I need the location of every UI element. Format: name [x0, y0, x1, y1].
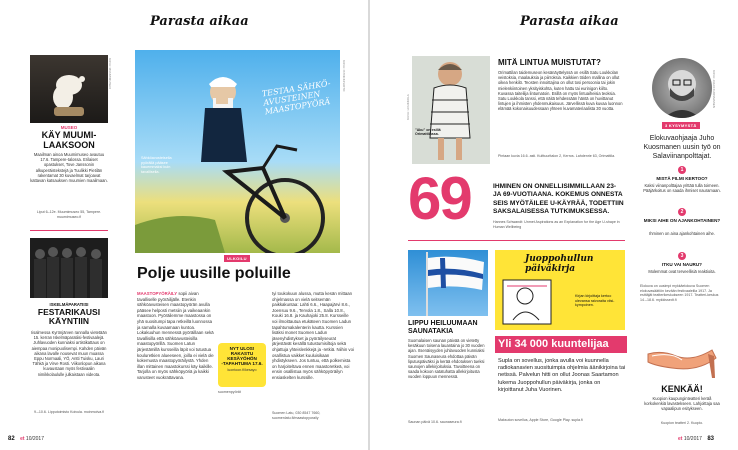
museum-title: KÄY MUUMI-LAAKSOON	[41, 130, 97, 150]
festival-title: FESTARIKAUSI KÄYNTIIN	[37, 307, 101, 326]
divider	[408, 240, 625, 241]
question-number-2: 2	[678, 208, 686, 216]
promo-line3: -TAPAHTUMA 17.6.	[221, 361, 263, 366]
flag-body: Suomalaisen saunan päivää on vietetty kesäkuun toisena lauantaina jo 30 vuoden ajan. Itsenäisyyden juhlavuoden kunniaksi Suomen Saunaseura ehdottaa päivän liputuspäiväksi ja kerää ehdotuksen tueksi saunojen allekirjoituksia. Tavoitteena on saada kokoon satatuhatta allekirjoitusta vuoden loppuun mennessä.	[408, 338, 485, 380]
answer-3: Molemmat ovat terveellisiä reaktioita.	[648, 269, 716, 274]
podcast-headline: Yli 34 000 kuuntelijaa	[498, 338, 609, 350]
cyclist-photo	[135, 50, 340, 253]
festival-body: Iisalmessa Kyrönjärven rannalla vietetään 15. kerran Iskelmäparatiisi-festivaalejä. Juhlavuoden kunniaksi artistikattaus on aiempaa monipuolisempi. Kahden päivän aikana lavalle nousevat muun muassa Eppu Normaali, YÖ, Antti Tuisku, Lauri Tähkä ja Virve Rosti. Viikonlopun aikana kuvaustaan myös festivaalin nimikkolaululle julkaistaan videota.	[31, 330, 107, 377]
running-title-right: Parasta aikaa	[520, 14, 619, 29]
stat-note: Hannes Schwandt: Unmet Aspirations as an Explanation for the Age U-shape in Human Wellbeing	[493, 220, 620, 229]
article-col1	[137, 291, 215, 429]
shoe-photo	[642, 320, 722, 380]
question-1: MISTÄ FILMI KERTOO?	[656, 176, 708, 181]
promo-tag: suomenpyörät	[218, 390, 241, 394]
left-brand: et	[20, 436, 25, 442]
portrait-credit: KUVA: JUHO KUOSMANEN	[712, 70, 716, 108]
answer-1: Kaksi viinanpolttajaa yrittää tulla toimeen. Pääjärkoitus on saada ihmiset nauramaan.	[643, 183, 721, 194]
comic-caption: Kirjan kirjoittaja kertoo ulevansa raivoraita viisi-kympoinen.	[575, 294, 615, 307]
promo-line1: NYT ULOS!	[229, 346, 255, 351]
sculpture-caption: "Aku" on esillä Orimattilassa.	[415, 128, 441, 137]
question-2: MIKSI AIHE ON AJANKOHTAINEN?	[643, 218, 721, 223]
memory-title: MITÄ LINTUA MUISTUTAT?	[498, 58, 601, 67]
flag-note: Saunan päivä 10.6. saunaseura.fi	[408, 420, 462, 424]
question-3: ITKU VAI NAURU?	[662, 262, 702, 267]
promo-badge[interactable]	[218, 343, 266, 387]
left-footer	[8, 436, 44, 442]
promo-line4: luontoon.fi/kesayo	[227, 368, 257, 372]
left-issue: 10/2017	[25, 436, 44, 442]
running-title-left: Parasta aikaa	[150, 14, 249, 29]
festival-note: 9.–10.6. Lipputoimisto Koivula. moinmoiva.fi	[33, 410, 105, 414]
museum-kicker: MUSEO	[60, 125, 78, 130]
podcast-body: Supla on sovellus, jonka avulla voi kuunnella radiokanavien suosituimpia ohjelmia äänikirjoina tai netissä. Palvelun hitti on ollut Joonas Saartamon lukema Juoppohullun päiväkirja, jonka on kirjoittanut Juha Vuorinen.	[498, 358, 626, 393]
right-brand: et	[678, 436, 683, 442]
article-col2: tyi toukokuun alussa, mutta kesän mittaan ohjelmassa on vielä seitsemän paikkakuntaa: Lahti 6.6., Haapajärvi 8.6., Joensuu 9.6., Tervola 1.8., Salla 10.8., Kouki 16.8. ja Kauhajoki 25.8. Kursseille voi ilmoittautua etukäteen Suomen Ladun tapahtumakalenterin kautta. Kurssien lisäksi monet Suomen Ladun jäsenyhdistykset ja pyöräilyseurat järjestävät kesällä tutustumisiltoja sekä ohjattuja yhteislenkkejä ja -retkiä. Niihin voi osallistua vaikket kuuluisikaan yhdistykseen. Jos tuntuu, että polkemista on harjoiteltava ennen maastoretkeä, voi ensin osallistua myös sähköpyöräilyn ensiaskelten kurssille.	[272, 291, 354, 380]
stat-number: 69	[408, 165, 471, 232]
portrait-photo	[652, 58, 712, 118]
article-headline: Polje uusille poluille	[137, 265, 291, 282]
stat-text: IHMINEN ON ONNELLISIMMILLAAN 23- JA 69-VUOTIAANA. KOKEMUS ONNESTA SEIS MYÖTÄILEE U-KÄYRÄÄ, TODETTIIN SAKSALAISESSA TUTKIMUKSESSA.	[493, 183, 624, 216]
shoe-body: Kuopion kaupunginteatteri keräå korkokenkiä lavastekseen. Lahjoittaja saa vapaalipun esitykseen.	[644, 396, 720, 412]
answer-2: Ihminen on aina ajankohtainen aihe.	[649, 231, 715, 236]
three-questions-tag: 3 KYSYMYSTÄ	[662, 122, 700, 129]
comic-cover	[495, 250, 625, 330]
festival-kicker: ISKELMÄPARATIISI	[49, 302, 89, 307]
hero-caption: Sähköavusteisella pyörällä pääsee kauemmaksi kuin tavallisella.	[141, 156, 172, 174]
question-number-1: 1	[678, 166, 686, 174]
podcast-note: Maksuton sovellus, Apple Store, Google Play. supla.fi	[498, 418, 583, 422]
left-page-number: 82	[8, 436, 15, 442]
museum-note: Liput 6–12e. Muumimuseo 55, Tampere. muumimuseo.fi	[36, 210, 102, 219]
right-page	[370, 0, 738, 450]
article-col2-note: Suomen Latu, 030 8547 7660, suomenlatu.fi/maastopyoraily	[272, 411, 321, 420]
divider	[30, 230, 108, 231]
hero-credit: KUVA: ISTOCKPHOTO	[342, 60, 346, 92]
memory-note: Pintaan kuvia 16.6. asti. Kulttuuritalon 2, Kerros. Lahdenrie 63, Orimattila.	[498, 154, 616, 158]
ulkoilu-tag: ULKOILU	[224, 255, 250, 262]
interview-intro: Elokuvaohjaaja Juho Kuosmanen uusin työ on Salaviinanpolttajat.	[643, 135, 721, 160]
left-page	[0, 0, 368, 450]
interview-note: Elokuva on uusimpi mykkäelokuva Suomen elokuvasäätiön kevään festivaaleilla 1917. Ja esittäjät teatterikeskukseen 1917. Teatteri-keskus 14.–18.6. mykkissedt.fi	[640, 284, 719, 302]
article-kicker: MAASTOPYÖRÄILY	[137, 291, 178, 296]
museum-body: Maailman ainoa Muumimuseo avautuu 17.6. Tampere-talossa. Erilaiset opastukset, Tove Janssonin alkuperäistekstejä ja Tuulikki Pietilän rakentamat 30 kuvaelmat tarjoavat kattavan katsauksen muumien maailmaan.	[30, 152, 108, 184]
question-number-3: 3	[678, 252, 686, 260]
memory-credit: KUVA: LOUKKOLA	[406, 94, 410, 120]
right-page-number: 83	[707, 436, 714, 442]
flag-photo	[408, 250, 488, 316]
comic-title: Juoppohullun päiväkirja	[525, 254, 594, 274]
moomin-photo	[30, 55, 108, 123]
hero-overlay-text: TESTAA SÄHKÖ-AVUSTEINEN MAASTOPYÖRÄ	[261, 78, 332, 117]
right-footer	[678, 436, 718, 442]
sculpture-photo	[412, 56, 490, 164]
band-photo	[30, 238, 108, 298]
museum-credit: KUVA: MUUMIMUSEO	[108, 58, 112, 89]
article-col1-text: sopii aivan tavalliselle pyöräilijälle. Etenkin sähköavusteisen maastopyörän avulla pääsee helposti metsiin ja vaikeaankin maastoon. Pyöräilemme maastossa on yhä suositumpi tapa retkeillä luonnossa ja samalla kuvaamaan kuntoa. Lokakuuhun mennessä pyöräillaan sekä tavallisilla että sähköavusteisilla maastopyörillä. Suomen Latun järjestämillä kursseilla läpit voi tutustua kouluretkien alueeseen, joilla ei vielä ole kokemusta maastopyöräilystä. Yhden illan mittainen maastokurssi käy kaikille. Tarjolla on myös sähköpyöriä ja kaikki varusteet vuokrattavana.	[137, 291, 214, 380]
shoe-note: Kuopion teatteri 2. Kuopio.	[660, 421, 704, 425]
shoe-title: KENKÄÄ!	[661, 384, 703, 394]
right-issue: 10/2017	[683, 436, 702, 442]
flag-title: LIPPU HEILUUMAAN SAUNATAKIA	[408, 320, 478, 335]
memory-body: Orimattilan taidemuseon kesänäyttelyssä on esillä Satu Loukkolan veistoksia, maalauksia ja piirroksia. Kaikkien töiden mallina on ollut oikea henkilö. Teosten innoittajina on ollut tosi persoonia tai jokin mielenkiintoinen yksityiskohta, kuten hattu tai eurinigon kiilto. Kuvassa taiteilija lintumatoin. Esillä on myös lintuaiheisia teoksia. Satu Loukkola tanssi, että näitä tehdessään häntä on huvittanut lintujen ja ihmisten yhdenmukaisuus. Järvellissä kuva kuvaa luonnon elämää kokonaisuudessaan yhteen kuvamateriaalista 30 vuotta.	[498, 70, 623, 112]
promo-line2: RAKASTU KESÄYÖHÖN	[227, 351, 257, 361]
